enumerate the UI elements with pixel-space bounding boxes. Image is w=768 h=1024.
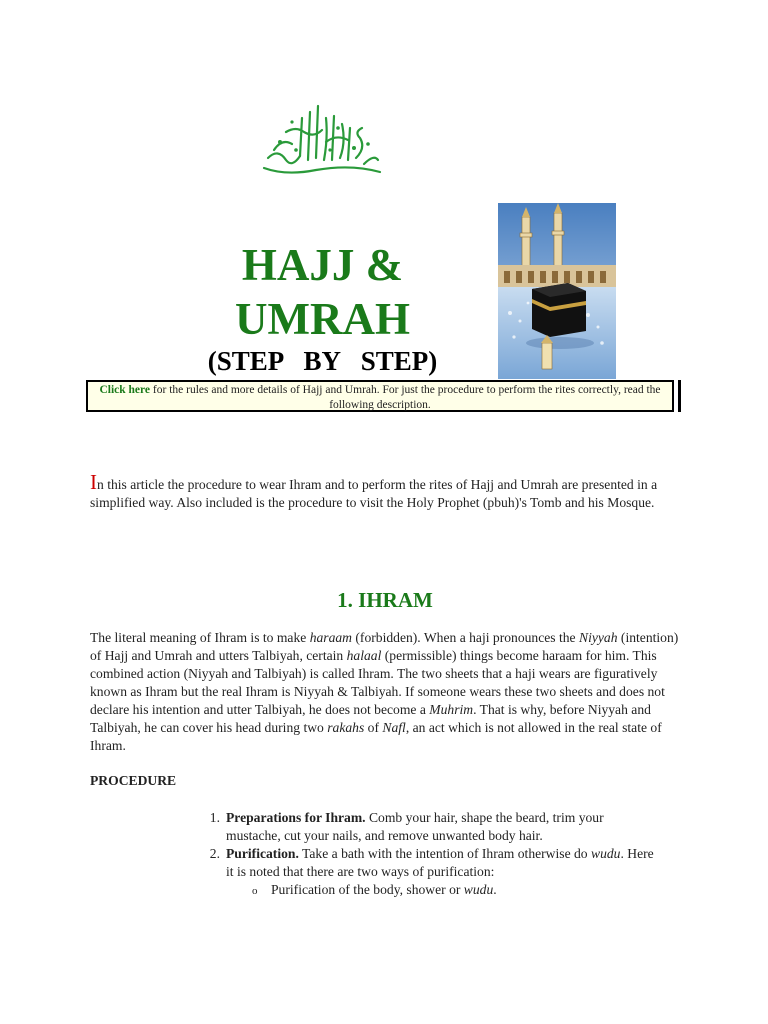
ihram-text-c: (intention) of Hajj and Umrah and utters Talbiyah, certain [90,630,679,663]
kaaba-picture-icon [498,203,616,379]
step-title: Purification. [226,846,299,861]
step-text: Comb your hair, shape the beard, trim your mustache, cut your nails, and remove unwanted body hair. [226,810,604,843]
sub-item-term-wudu: wudu [463,882,494,897]
notice-box [86,380,674,412]
list-item-number: 1. [209,810,220,825]
list-item-number: 2. [209,846,220,861]
intro-drop-initial: I [90,470,97,494]
notice-text: for the rules and more details of Hajj and Umrah. For just the procedure to perform the rites correctly, read the following description. [150,384,661,411]
list-item [200,845,660,881]
ihram-term-niyyah: Niyyah [579,630,618,645]
intro-text: n this article the procedure to wear Ihram and to perform the rites of Hajj and Umrah are presented in a simplified way. Also included is the procedure to visit the Holy Prophet (pbuh)'s Tomb and his Mosque. [90,477,658,510]
notice-box-edge [678,380,681,412]
ihram-text-g: , an act which is not allowed in the real state of Ihram. [90,720,662,753]
step-text-end: . Here it is noted that there are two ways of purification: [226,846,654,879]
ihram-text-a: The literal meaning of Ihram is to make [90,630,310,645]
ihram-text-d: (permissible) things become haraam for him. This combined action (Niyyah and Talbiyah) is called Ihram. The two sheets that a haji wears are figuratively known as Ihram but the real Ihram is Niyyah & Talbiyah. If someone wears these two sheets and does not declare his intention and utter Talbiyah, he does not become a [90,648,665,717]
ihram-term-muhrim: Muhrim [429,702,474,717]
sub-item-text: Purification of the body, shower or [271,882,464,897]
page-subtitle: (STEP BY STEP) [207,346,438,376]
section-heading-ihram: 1. IHRAM [337,588,433,612]
intro-paragraph [90,470,680,512]
ihram-term-nafl: Nafl [382,720,406,735]
ihram-term-haraam: haraam [309,630,352,645]
click-here-link[interactable]: Click here [99,384,151,396]
ihram-text-b: (forbidden). When a haji pronounces the [352,630,579,645]
page-title-line-1: HAJJ & [241,240,404,290]
list-item [200,809,660,845]
ihram-term-rakahs: rakahs [327,720,365,735]
ihram-paragraph [90,629,680,755]
step-text: Take a bath with the intention of Ihram otherwise do [298,846,591,861]
ihram-text-f: of [364,720,383,735]
procedure-heading: PROCEDURE [90,773,177,788]
page-title-line-2: UMRAH [235,294,410,344]
bullet-icon: o [252,885,258,897]
ihram-text-e: . That is why, before Niyyah and Talbiyah, he can cover his head during two [90,702,651,735]
step-title: Preparations for Ihram. [226,810,366,825]
list-item [252,881,497,900]
step-term-wudu: wudu [591,846,621,861]
sub-item-end: . [493,882,497,897]
bismillah-calligraphy-icon [256,98,386,183]
ihram-term-halaal: halaal [346,648,382,663]
